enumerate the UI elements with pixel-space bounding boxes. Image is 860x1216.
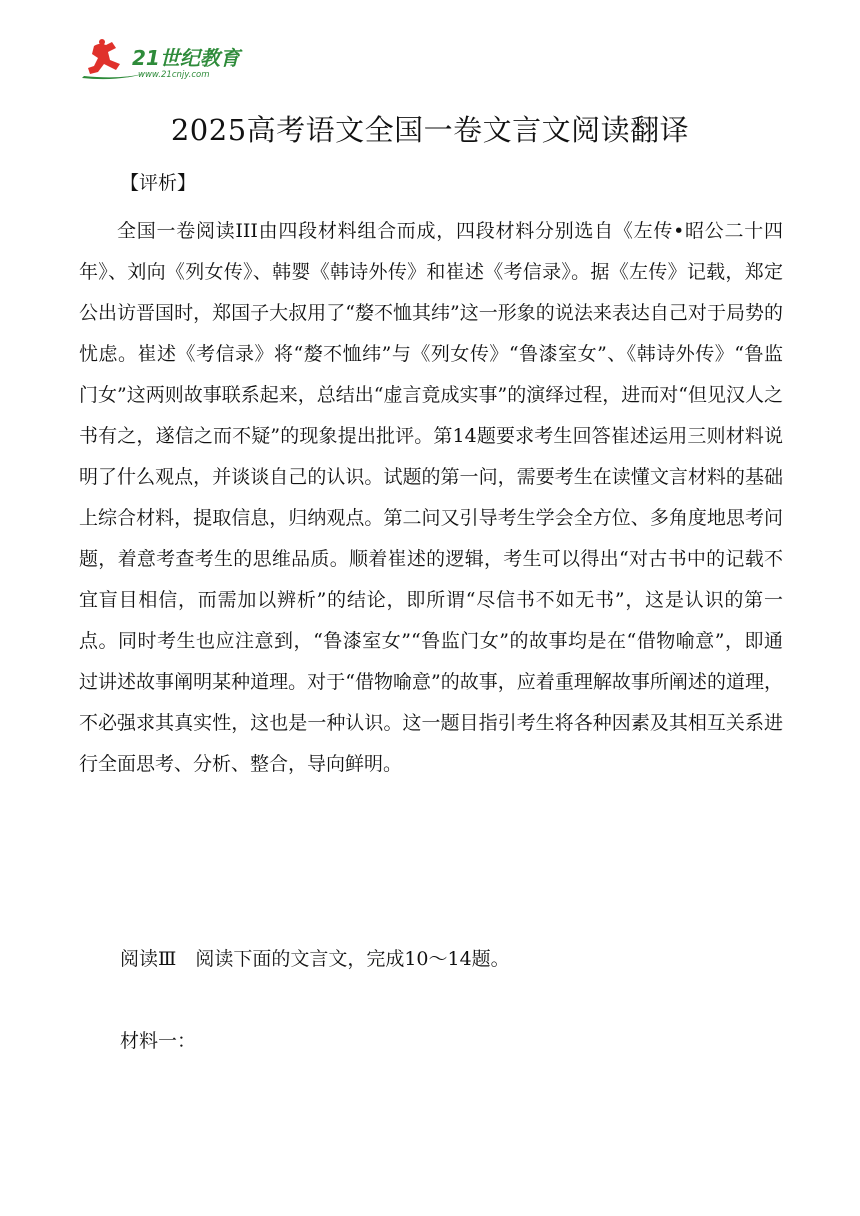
analysis-paragraph: 全国一卷阅读III由四段材料组合而成，四段材料分别选自《左传•昭公二十四年》、刘向《列女传》、韩婴《韩诗外传》和崔述《考信录》。据《左传》记载，郑定公出访晋国时，郑国子大叔用了“嫠不恤其纬”这一形象的说法来表达自己对于局势的忧虑。崔述《考信录》将“嫠不恤纬”与《列女传》“鲁漆室女”、《韩诗外传》“鲁监门女”这两则故事联系起来，总结出“虚言竟成实事”的演绎过程，进而对“但见汉人之书有之，遂信之而不疑”的现象提出批评。第14题要求考生回答崔述运用三则材料说明了什么观点，并谈谈自己的认识。试题的第一问，需要考生在读懂文言材料的基础上综合材料，提取信息，归纳观点。第二问又引导考生学会全方位、多角度地思考问题，着意考查考生的思维品质。顺着崔述的逻辑，考生可以得出“对古书中的记载不宜盲目相信，而需加以辨析”的结论，即所谓“尽信书不如无书”，这是认识的第一点。同时考生也应注意到，“鲁漆室女”“鲁监门女”的故事均是在“借物喻意”，即通过讲述故事阐明某种道理。对于“借物喻意”的故事，应着重理解故事所阐述的道理，不必强求其真实性，这也是一种认识。这一题目指引考生将各种因素及其相互关系进行全面思考、分析、整合，导向鲜明。 xyxy=(79,220,783,775)
logo-brand-text: 21世纪教育 xyxy=(132,46,240,70)
logo-url-text: www.21cnjy.com xyxy=(138,70,210,80)
logo xyxy=(80,38,255,84)
logo-graphic xyxy=(80,38,255,84)
logo-runner-icon xyxy=(88,42,120,74)
document-title: 2025高考语文全国一卷文言文阅读翻译 xyxy=(170,113,690,147)
question-instruction: 阅读Ⅲ 阅读下面的文言文，完成10～14题。 xyxy=(120,948,510,970)
section-label-analysis: 【评析】 xyxy=(120,172,197,194)
material-label: 材料一： xyxy=(120,1030,197,1052)
logo-runner-head xyxy=(99,39,105,45)
